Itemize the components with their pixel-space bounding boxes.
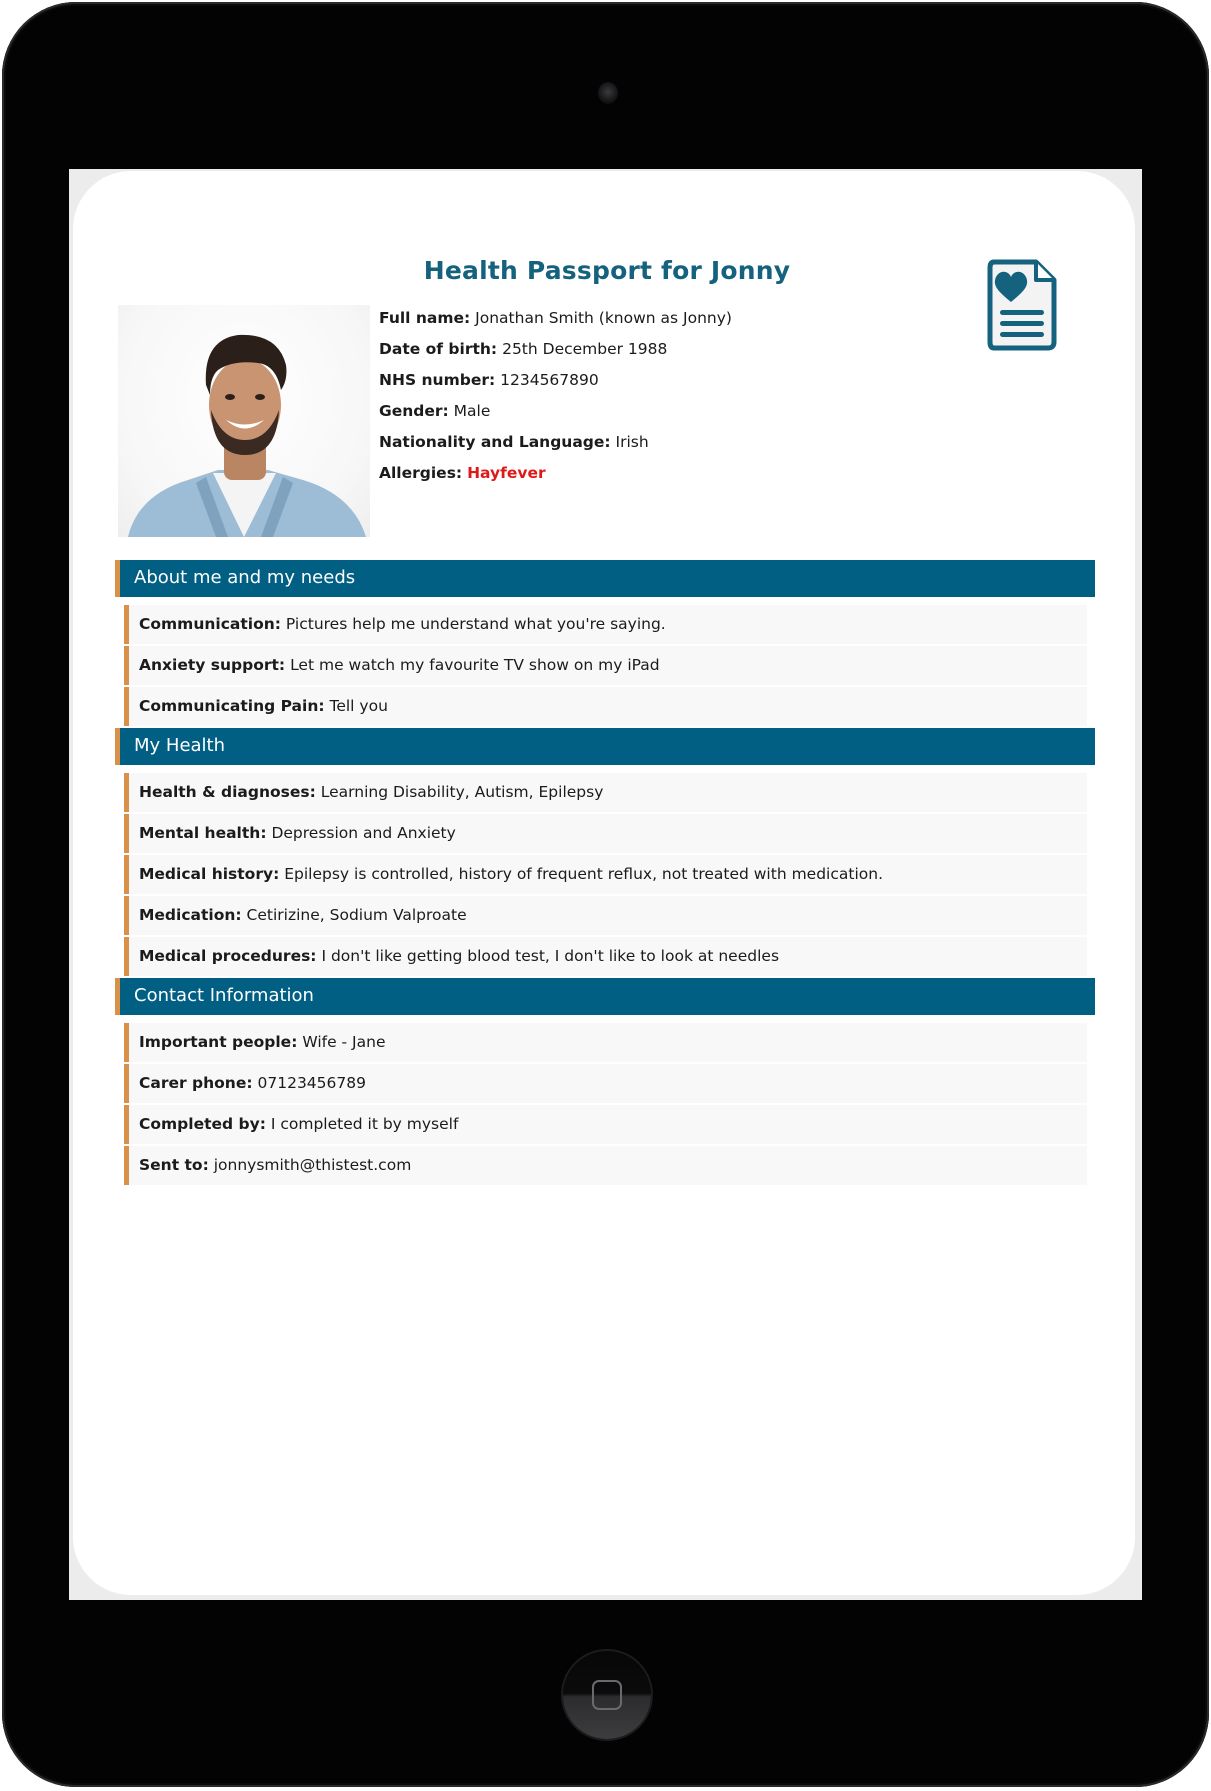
allergies-value: Hayfever: [467, 464, 546, 482]
item-value: Epilepsy is controlled, history of frequent reflux, not treated with medication.: [284, 865, 883, 883]
profile-nationality: [379, 429, 732, 460]
list-item: [124, 855, 1087, 894]
list-item: [124, 1146, 1087, 1185]
item-value: Depression and Anxiety: [271, 824, 456, 842]
profile-gender: [379, 398, 732, 429]
page-title: Health Passport for Jonny: [423, 256, 791, 285]
item-label: Anxiety support:: [139, 656, 286, 674]
profile-details: [379, 305, 732, 491]
full-name-label: Full name:: [379, 309, 471, 327]
item-value: Learning Disability, Autism, Epilepsy: [320, 783, 604, 801]
dob-value: 25th December 1988: [502, 340, 668, 358]
list-item: [124, 937, 1087, 976]
item-value: Pictures help me understand what you're saying.: [285, 615, 666, 633]
item-label: Mental health:: [139, 824, 267, 842]
person-portrait-icon: [118, 305, 370, 537]
item-value: I completed it by myself: [270, 1115, 459, 1133]
profile-full-name: [379, 305, 732, 336]
item-label: Communicating Pain:: [139, 697, 325, 715]
profile-allergies: [379, 460, 732, 491]
list-item: [124, 1023, 1087, 1062]
item-label: Medication:: [139, 906, 242, 924]
item-value: Let me watch my favourite TV show on my iPad: [290, 656, 660, 674]
section-header-my-health: My Health: [115, 728, 1095, 765]
medical-document-heart-icon: [986, 258, 1060, 352]
item-label: Medical procedures:: [139, 947, 317, 965]
profile-nhs-number: [379, 367, 732, 398]
nationality-value: Irish: [615, 433, 649, 451]
item-value: Tell you: [329, 697, 388, 715]
item-value: Cetirizine, Sodium Valproate: [246, 906, 467, 924]
list-item: [124, 896, 1087, 935]
allergies-label: Allergies:: [379, 464, 463, 482]
front-camera: [598, 82, 618, 104]
list-item: [124, 687, 1087, 726]
nationality-label: Nationality and Language:: [379, 433, 611, 451]
item-label: Completed by:: [139, 1115, 266, 1133]
section-header-about-me: About me and my needs: [115, 560, 1095, 597]
gender-label: Gender:: [379, 402, 449, 420]
list-item: [124, 605, 1087, 644]
item-value: jonnysmith@thistest.com: [213, 1156, 412, 1174]
profile-photo: [118, 305, 370, 537]
item-value: Wife - Jane: [302, 1033, 386, 1051]
item-label: Important people:: [139, 1033, 298, 1051]
profile-dob: [379, 336, 732, 367]
list-item: [124, 646, 1087, 685]
home-button[interactable]: [563, 1651, 651, 1739]
item-label: Health & diagnoses:: [139, 783, 316, 801]
item-label: Carer phone:: [139, 1074, 253, 1092]
dob-label: Date of birth:: [379, 340, 498, 358]
list-item: [124, 773, 1087, 812]
nhs-number-label: NHS number:: [379, 371, 496, 389]
nhs-number-value: 1234567890: [500, 371, 599, 389]
list-item: [124, 814, 1087, 853]
item-label: Communication:: [139, 615, 281, 633]
item-label: Sent to:: [139, 1156, 209, 1174]
home-square-icon: [592, 1680, 622, 1710]
gender-value: Male: [453, 402, 491, 420]
item-value: I don't like getting blood test, I don't like to look at needles: [321, 947, 780, 965]
list-item: [124, 1064, 1087, 1103]
section-header-contact-information: Contact Information: [115, 978, 1095, 1015]
list-item: [124, 1105, 1087, 1144]
item-value: 07123456789: [257, 1074, 366, 1092]
item-label: Medical history:: [139, 865, 280, 883]
full-name-value: Jonathan Smith (known as Jonny): [475, 309, 732, 327]
